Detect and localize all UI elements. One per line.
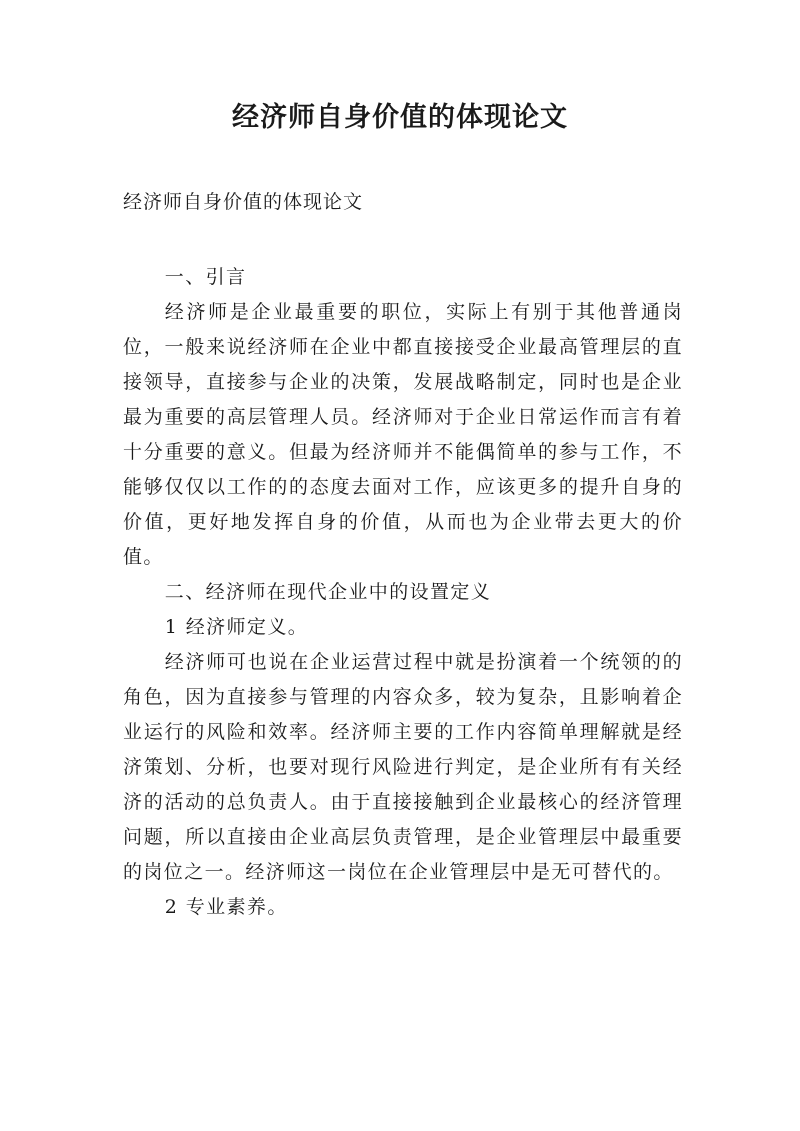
paragraph-introduction: 经济师是企业最重要的职位，实际上有别于其他普通岗位，一般来说经济师在企业中都直接接受企业最高管理层的直接领导，直接参与企业的决策，发展战略制定，同时也是企业最为重要的高层管理人员。经济师对于企业日常运作而言有着十分重要的意义。但最为经济师并不能偶简单的参与工作，不能够仅仅以工作的的态度去面对工作，应该更多的提升自身的价值，更好地发挥自身的价值，从而也为企业带去更大的价值。 bbox=[123, 301, 683, 568]
subsection-heading-professional-quality: 2 专业素养。 bbox=[164, 896, 288, 918]
document-subtitle: 经济师自身价值的体现论文 bbox=[123, 191, 364, 213]
section-heading-introduction: 一、引言 bbox=[164, 266, 247, 288]
subsection-heading-definition: 1 经济师定义。 bbox=[164, 616, 309, 638]
section-heading-definition: 二、经济师在现代企业中的设置定义 bbox=[164, 581, 492, 603]
document-title: 经济师自身价值的体现论文 bbox=[232, 102, 568, 133]
document-body bbox=[123, 260, 683, 925]
paragraph-definition: 经济师可也说在企业运营过程中就是扮演着一个统领的的角色，因为直接参与管理的内容众多，较为复杂，且影响着企业运行的风险和效率。经济师主要的工作内容简单理解就是经济策划、分析，也要对现行风险进行判定，是企业所有有关经济的活动的总负责人。由于直接接触到企业最核心的经济管理问题，所以直接由企业高层负责管理，是企业管理层中最重要的岗位之一。经济师这一岗位在企业管理层中是无可替代的。 bbox=[123, 651, 683, 883]
